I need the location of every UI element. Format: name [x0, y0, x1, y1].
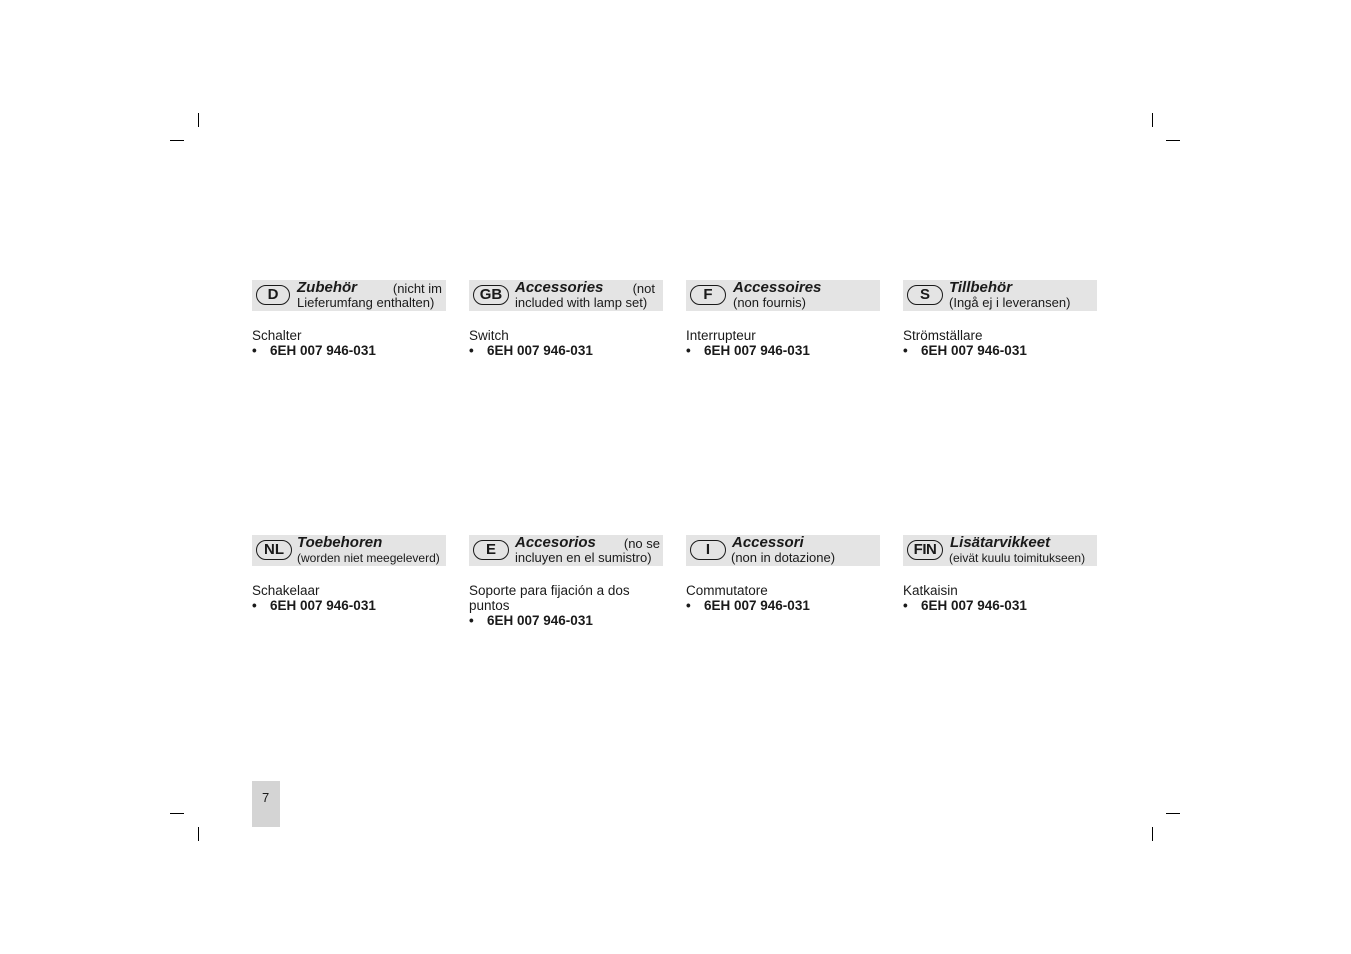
section-header: [469, 280, 663, 311]
section-es: [469, 535, 663, 628]
item-name: Switch: [469, 328, 509, 343]
section-header: [686, 535, 880, 566]
section-header: [469, 535, 663, 566]
page-number-tab: [252, 781, 280, 827]
section-body: [469, 583, 663, 628]
section-fi: [903, 535, 1097, 613]
crop-mark-top-left-vertical: [198, 113, 199, 127]
item-name: Strömställare: [903, 328, 983, 343]
section-body: [252, 328, 446, 358]
section-note: (no se: [623, 536, 660, 551]
section-body: [903, 583, 1097, 613]
section-header: [252, 535, 446, 566]
section-gb: [469, 280, 663, 358]
language-badge: FIN: [907, 540, 943, 560]
bullet: •: [469, 343, 474, 358]
item-name: Soporte para fijación a dos puntos: [469, 583, 630, 613]
section-subtitle: (non in dotazione): [731, 550, 836, 565]
bullet: •: [469, 613, 474, 628]
part-number-row: [686, 343, 880, 358]
crop-mark-bottom-left-horizontal: [170, 813, 184, 814]
section-note: (nicht im: [392, 281, 442, 296]
section-subtitle: included with lamp set): [515, 295, 648, 310]
bullet: •: [686, 598, 691, 613]
language-badge: E: [473, 540, 509, 560]
part-number-row: [903, 343, 1097, 358]
part-number: 6EH 007 946-031: [487, 613, 593, 628]
section-body: [686, 583, 880, 613]
section-title: Toebehoren: [297, 534, 383, 551]
bullet: •: [903, 343, 908, 358]
section-body: [252, 583, 446, 613]
part-number: 6EH 007 946-031: [921, 343, 1027, 358]
crop-mark-bottom-right-vertical: [1152, 827, 1153, 841]
part-number: 6EH 007 946-031: [270, 343, 376, 358]
crop-mark-top-left-horizontal: [170, 140, 184, 141]
section-subtitle: (non fournis): [733, 295, 806, 310]
part-number: 6EH 007 946-031: [704, 598, 810, 613]
crop-mark-top-right-horizontal: [1166, 140, 1180, 141]
item-name: Katkaisin: [903, 583, 958, 598]
section-title: Accesorios: [515, 534, 596, 551]
bullet: •: [686, 343, 691, 358]
crop-mark-top-right-vertical: [1152, 113, 1153, 127]
section-subtitle: (eivät kuulu toimitukseen): [949, 551, 1086, 565]
language-badge: NL: [256, 540, 292, 560]
section-body: [686, 328, 880, 358]
section-it: [686, 535, 880, 613]
part-number: 6EH 007 946-031: [921, 598, 1027, 613]
section-se: [903, 280, 1097, 358]
section-subtitle: Lieferumfang enthalten): [297, 295, 435, 310]
section-de: [252, 280, 446, 358]
section-header: [903, 535, 1097, 566]
section-title: Accessori: [732, 534, 804, 551]
part-number-row: [469, 343, 663, 358]
part-number-row: [469, 613, 663, 628]
page-number: 7: [262, 790, 270, 805]
section-header: [903, 280, 1097, 311]
crop-mark-bottom-right-horizontal: [1166, 813, 1180, 814]
crop-mark-bottom-left-vertical: [198, 827, 199, 841]
section-title: Zubehör: [297, 279, 357, 296]
part-number-row: [903, 598, 1097, 613]
item-name: Commutatore: [686, 583, 768, 598]
part-number: 6EH 007 946-031: [704, 343, 810, 358]
language-badge: S: [907, 285, 943, 305]
section-fr: [686, 280, 880, 358]
item-name: Interrupteur: [686, 328, 756, 343]
language-badge: F: [690, 285, 726, 305]
section-body: [903, 328, 1097, 358]
part-number-row: [252, 598, 446, 613]
language-badge: GB: [473, 285, 509, 305]
bullet: •: [903, 598, 908, 613]
part-number-row: [686, 598, 880, 613]
section-body: [469, 328, 663, 358]
section-note: (not: [632, 281, 655, 296]
item-name: Schakelaar: [252, 583, 320, 598]
part-number: 6EH 007 946-031: [270, 598, 376, 613]
section-subtitle: incluyen en el sumistro): [515, 550, 652, 565]
section-header: [252, 280, 446, 311]
section-title: Accessories: [515, 279, 604, 296]
section-nl: [252, 535, 446, 613]
language-badge: I: [690, 540, 726, 560]
item-name: Schalter: [252, 328, 302, 343]
section-title: Tillbehör: [949, 279, 1013, 296]
bullet: •: [252, 598, 257, 613]
section-title: Accessoires: [733, 279, 822, 296]
part-number-row: [252, 343, 446, 358]
language-badge: D: [256, 285, 290, 305]
section-subtitle: (worden niet meegeleverd): [297, 551, 440, 565]
section-title: Lisätarvikkeet: [950, 534, 1051, 551]
section-header: [686, 280, 880, 311]
section-subtitle: (Ingå ej i leveransen): [949, 295, 1071, 310]
part-number: 6EH 007 946-031: [487, 343, 593, 358]
bullet: •: [252, 343, 257, 358]
